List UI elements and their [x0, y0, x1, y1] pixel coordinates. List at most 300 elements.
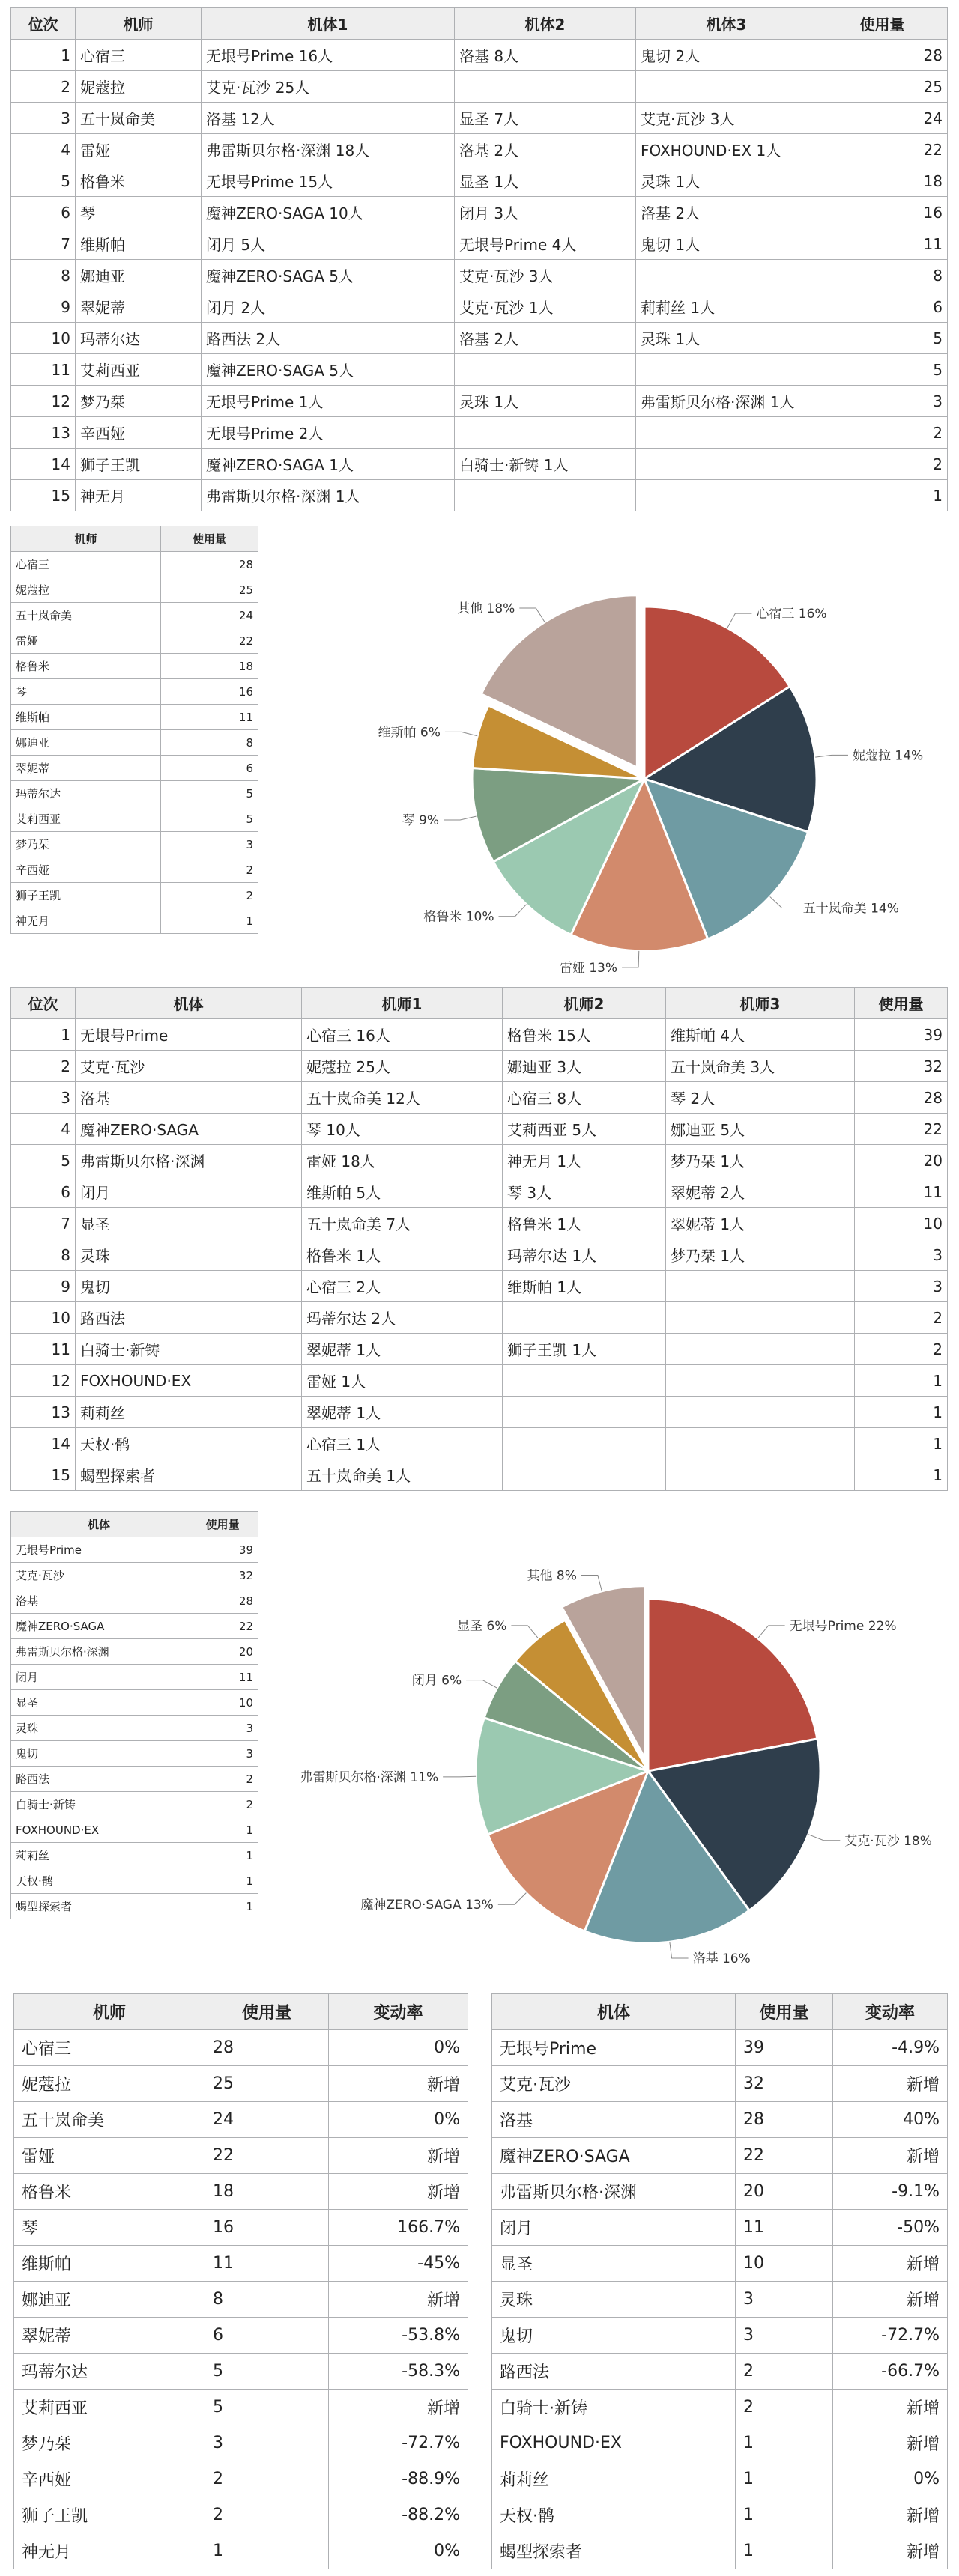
- table-cell: 琴 3人: [503, 1176, 666, 1208]
- pie-label: 其他 18%: [457, 601, 515, 617]
- table-cell: 琴: [76, 197, 202, 228]
- table-cell: 11: [11, 354, 76, 386]
- table-cell: 心宿三: [11, 552, 161, 577]
- pie-label: 显圣 6%: [456, 1618, 507, 1634]
- table-row: [492, 2138, 948, 2174]
- table-cell: 28: [187, 1588, 258, 1614]
- pie-label: 心宿三 16%: [756, 607, 827, 622]
- table-row: [11, 134, 948, 165]
- table-row: [492, 2461, 948, 2497]
- table-cell: 梦乃栞 1人: [666, 1145, 855, 1176]
- table-cell: 心宿三 2人: [302, 1271, 503, 1302]
- table-cell: 鬼切: [11, 1741, 187, 1767]
- table-cell: 22: [205, 2138, 329, 2174]
- table-cell: 艾克·瓦沙: [11, 1563, 187, 1588]
- mech-summary-table: [10, 1511, 258, 1919]
- table-cell: 洛基 2人: [455, 134, 636, 165]
- table-cell: 灵珠: [76, 1239, 302, 1271]
- table-row: [11, 103, 948, 134]
- table-cell: 艾克·瓦沙: [492, 2066, 736, 2102]
- table-cell: 24: [161, 603, 258, 628]
- table-row: [11, 1334, 948, 1365]
- table-cell: 25: [205, 2066, 329, 2102]
- table-cell: 无垠号Prime 15人: [202, 165, 455, 197]
- table-cell: -72.7%: [329, 2425, 468, 2461]
- table-cell: 1: [187, 1868, 258, 1894]
- table-cell: -58.3%: [329, 2354, 468, 2390]
- pilot-summary-table: [10, 526, 258, 934]
- table-cell: 琴 10人: [302, 1114, 503, 1145]
- table-cell: 14: [11, 1428, 76, 1459]
- table-cell: 14: [11, 449, 76, 480]
- table-cell: 1: [11, 1019, 76, 1051]
- table-cell: 娜迪亚: [76, 260, 202, 291]
- table-row: [14, 2390, 468, 2425]
- table-cell: 狮子王凯: [76, 449, 202, 480]
- table-cell: 雷娅: [76, 134, 202, 165]
- table-cell: 20: [736, 2174, 833, 2210]
- table-cell: 4: [11, 134, 76, 165]
- table-cell: 1: [736, 2533, 833, 2569]
- pie-label: 无垠号Prime 22%: [789, 1618, 897, 1634]
- table-cell: [636, 71, 817, 103]
- header-row: [11, 526, 258, 552]
- table-cell: 11: [187, 1665, 258, 1690]
- table-row: [11, 1588, 258, 1614]
- table-row: [11, 781, 258, 806]
- pie-leader-line: [466, 1680, 497, 1689]
- table-cell: 6: [161, 756, 258, 781]
- table-row: [11, 1145, 948, 1176]
- table-row: [492, 2030, 948, 2066]
- table-cell: 1: [187, 1817, 258, 1843]
- table-cell: [666, 1428, 855, 1459]
- table-row: [11, 1665, 258, 1690]
- table-cell: 0%: [329, 2102, 468, 2138]
- column-header: 位次: [11, 988, 76, 1019]
- pie-leader-line: [758, 1626, 785, 1638]
- table-cell: FOXHOUND·EX: [492, 2425, 736, 2461]
- table-row: [11, 654, 258, 679]
- table-cell: 莉莉丝: [11, 1843, 187, 1868]
- table-cell: 五十岚命美: [11, 603, 161, 628]
- pie-leader-line: [445, 732, 477, 735]
- table-row: [11, 1459, 948, 1491]
- table-cell: [636, 449, 817, 480]
- header-row: [11, 8, 948, 40]
- table-row: [11, 806, 258, 832]
- table-cell: 灵珠 1人: [636, 323, 817, 354]
- table-cell: 弗雷斯贝尔格·深渊 1人: [636, 386, 817, 417]
- table-row: [11, 628, 258, 654]
- table-cell: 1: [855, 1365, 948, 1397]
- pie-label: 魔神ZERO·SAGA 13%: [360, 1898, 494, 1913]
- table-cell: 狮子王凯: [14, 2497, 205, 2533]
- pie-label: 艾克·瓦沙 18%: [844, 1833, 932, 1849]
- column-header: 机体1: [202, 8, 455, 40]
- table-cell: 6: [205, 2318, 329, 2354]
- table-cell: 8: [11, 1239, 76, 1271]
- table-cell: 5: [205, 2354, 329, 2390]
- table-cell: 10: [855, 1208, 948, 1239]
- table-cell: 新增: [833, 2533, 948, 2569]
- table-cell: 7: [11, 228, 76, 260]
- table-row: [11, 1792, 258, 1817]
- table-cell: 莉莉丝: [492, 2461, 736, 2497]
- table-cell: 3: [11, 103, 76, 134]
- table-cell: 艾克·瓦沙: [76, 1051, 302, 1082]
- table-row: [11, 1082, 948, 1114]
- table-cell: 魔神ZERO·SAGA 5人: [202, 354, 455, 386]
- table-cell: 5: [161, 781, 258, 806]
- table-row: [14, 2461, 468, 2497]
- table-cell: 6: [11, 1176, 76, 1208]
- table-cell: 白骑士·新铸 1人: [455, 449, 636, 480]
- table-row: [11, 291, 948, 323]
- table-cell: 娜迪亚: [11, 730, 161, 756]
- table-cell: 洛基 2人: [455, 323, 636, 354]
- table-cell: 妮蔻拉: [14, 2066, 205, 2102]
- table-cell: 无垠号Prime 1人: [202, 386, 455, 417]
- table-cell: 10: [11, 323, 76, 354]
- mech-ranking-table: [10, 987, 948, 1491]
- table-cell: 无垠号Prime 16人: [202, 40, 455, 71]
- table-cell: 32: [187, 1563, 258, 1588]
- table-cell: 8: [11, 260, 76, 291]
- table-row: [11, 228, 948, 260]
- table-cell: 白骑士·新铸: [11, 1792, 187, 1817]
- table-cell: 玛蒂尔达: [11, 781, 161, 806]
- table-cell: 雷娅: [11, 628, 161, 654]
- table-cell: 洛基 8人: [455, 40, 636, 71]
- table-cell: 28: [205, 2030, 329, 2066]
- table-cell: 娜迪亚 3人: [503, 1051, 666, 1082]
- table-cell: 5: [205, 2390, 329, 2425]
- pilot-ranking-table: [10, 7, 948, 511]
- table-cell: 天权·鹘: [492, 2497, 736, 2533]
- pie-leader-line: [622, 951, 639, 967]
- table-cell: 白骑士·新铸: [492, 2390, 736, 2425]
- table-row: [11, 1239, 948, 1271]
- table-cell: 15: [11, 1459, 76, 1491]
- table-row: [492, 2425, 948, 2461]
- table-cell: 1: [855, 1459, 948, 1491]
- table-cell: 灵珠: [492, 2282, 736, 2318]
- table-cell: 琴: [11, 679, 161, 705]
- pie-label: 其他 8%: [527, 1568, 577, 1584]
- table-cell: 五十岚命美 12人: [302, 1082, 503, 1114]
- table-cell: 显圣: [11, 1690, 187, 1716]
- table-cell: 妮蔻拉: [11, 577, 161, 603]
- table-cell: 翠妮蒂 1人: [666, 1208, 855, 1239]
- table-cell: 24: [205, 2102, 329, 2138]
- mech-change-table: [491, 1993, 948, 2569]
- table-cell: 鬼切 1人: [636, 228, 817, 260]
- table-cell: 辛西娅: [11, 857, 161, 883]
- table-cell: [636, 354, 817, 386]
- table-row: [11, 386, 948, 417]
- table-cell: 2: [187, 1792, 258, 1817]
- table-row: [492, 2497, 948, 2533]
- table-cell: 10: [11, 1302, 76, 1334]
- table-cell: 维斯帕: [76, 228, 202, 260]
- table-cell: 新增: [329, 2066, 468, 2102]
- table-cell: 7: [11, 1208, 76, 1239]
- table-row: [11, 1767, 258, 1792]
- table-cell: 弗雷斯贝尔格·深渊: [11, 1639, 187, 1665]
- table-row: [14, 2354, 468, 2390]
- table-cell: 12: [11, 386, 76, 417]
- table-cell: 32: [736, 2066, 833, 2102]
- column-header: 机师: [76, 8, 202, 40]
- table-row: [11, 260, 948, 291]
- table-cell: 22: [161, 628, 258, 654]
- table-cell: [666, 1397, 855, 1428]
- table-row: [14, 2318, 468, 2354]
- table-cell: 6: [817, 291, 948, 323]
- table-row: [11, 1271, 948, 1302]
- table-cell: -45%: [329, 2246, 468, 2282]
- table-cell: 灵珠 1人: [636, 165, 817, 197]
- table-cell: -88.2%: [329, 2497, 468, 2533]
- table-cell: 翠妮蒂 1人: [302, 1397, 503, 1428]
- header-row: [11, 988, 948, 1019]
- table-cell: 天权·鹘: [76, 1428, 302, 1459]
- table-cell: FOXHOUND·EX: [11, 1817, 187, 1843]
- table-cell: 11: [161, 705, 258, 730]
- table-cell: 1: [855, 1397, 948, 1428]
- table-cell: 鬼切 2人: [636, 40, 817, 71]
- pie-leader-line: [670, 1942, 689, 1958]
- pie-label: 闭月 6%: [411, 1673, 462, 1689]
- column-header: 机体: [11, 1512, 187, 1537]
- table-cell: 2: [11, 1051, 76, 1082]
- column-header: 位次: [11, 8, 76, 40]
- pie-leader-line: [443, 1776, 476, 1777]
- table-cell: 新增: [833, 2138, 948, 2174]
- table-cell: 3: [11, 1082, 76, 1114]
- table-cell: 神无月: [76, 480, 202, 511]
- table-cell: 洛基: [11, 1588, 187, 1614]
- table-cell: 狮子王凯 1人: [503, 1334, 666, 1365]
- table-cell: 路西法: [76, 1302, 302, 1334]
- table-cell: 2: [11, 71, 76, 103]
- column-header: 机体2: [455, 8, 636, 40]
- table-cell: 3: [205, 2425, 329, 2461]
- table-row: [11, 1051, 948, 1082]
- table-cell: [455, 480, 636, 511]
- table-cell: 12: [11, 1365, 76, 1397]
- table-cell: 28: [736, 2102, 833, 2138]
- table-cell: -72.7%: [833, 2318, 948, 2354]
- table-row: [11, 480, 948, 511]
- table-row: [492, 2066, 948, 2102]
- table-cell: 翠妮蒂 2人: [666, 1176, 855, 1208]
- table-cell: 维斯帕: [11, 705, 161, 730]
- table-row: [11, 756, 258, 781]
- column-header: 使用量: [205, 1994, 329, 2030]
- table-cell: 显圣: [76, 1208, 302, 1239]
- table-cell: 40%: [833, 2102, 948, 2138]
- table-row: [492, 2390, 948, 2425]
- table-row: [11, 1302, 948, 1334]
- table-cell: FOXHOUND·EX: [76, 1365, 302, 1397]
- table-row: [14, 2497, 468, 2533]
- table-cell: [666, 1459, 855, 1491]
- table-row: [11, 1208, 948, 1239]
- table-cell: 2: [187, 1767, 258, 1792]
- header-row: [11, 1512, 258, 1537]
- table-cell: 鬼切: [492, 2318, 736, 2354]
- table-cell: 洛基 12人: [202, 103, 455, 134]
- table-row: [11, 577, 258, 603]
- table-cell: 维斯帕 5人: [302, 1176, 503, 1208]
- table-cell: 梦乃栞 1人: [666, 1239, 855, 1271]
- table-cell: 39: [187, 1537, 258, 1563]
- table-row: [14, 2246, 468, 2282]
- table-row: [11, 197, 948, 228]
- table-row: [11, 1614, 258, 1639]
- table-cell: 妮蔻拉: [76, 71, 202, 103]
- pie-leader-line: [770, 896, 799, 908]
- table-row: [11, 1019, 948, 1051]
- table-row: [11, 40, 948, 71]
- column-header: 使用量: [736, 1994, 833, 2030]
- table-row: [14, 2174, 468, 2210]
- table-cell: 1: [161, 908, 258, 934]
- table-row: [11, 552, 258, 577]
- table-cell: 24: [817, 103, 948, 134]
- table-cell: 11: [11, 1334, 76, 1365]
- table-cell: 弗雷斯贝尔格·深渊 1人: [202, 480, 455, 511]
- table-cell: 蝎型探索者: [76, 1459, 302, 1491]
- table-cell: 22: [187, 1614, 258, 1639]
- table-cell: 18: [817, 165, 948, 197]
- table-cell: 梦乃栞: [11, 832, 161, 857]
- table-cell: [503, 1365, 666, 1397]
- table-cell: 25: [817, 71, 948, 103]
- table-cell: [455, 354, 636, 386]
- table-cell: 2: [855, 1334, 948, 1365]
- table-cell: 翠妮蒂 1人: [302, 1334, 503, 1365]
- table-row: [14, 2425, 468, 2461]
- table-cell: 1: [736, 2461, 833, 2497]
- table-cell: 神无月: [14, 2533, 205, 2569]
- table-cell: 22: [855, 1114, 948, 1145]
- table-cell: 2: [736, 2354, 833, 2390]
- table-cell: 9: [11, 291, 76, 323]
- table-cell: 11: [817, 228, 948, 260]
- table-cell: 闭月 3人: [455, 197, 636, 228]
- table-row: [11, 1868, 258, 1894]
- table-cell: 3: [161, 832, 258, 857]
- column-header: 变动率: [833, 1994, 948, 2030]
- table-cell: 16: [817, 197, 948, 228]
- table-row: [14, 2210, 468, 2246]
- column-header: 使用量: [817, 8, 948, 40]
- table-cell: 心宿三 8人: [503, 1082, 666, 1114]
- table-cell: 2: [161, 857, 258, 883]
- table-cell: 维斯帕 1人: [503, 1271, 666, 1302]
- table-cell: -88.9%: [329, 2461, 468, 2497]
- table-cell: [636, 260, 817, 291]
- table-row: [14, 2138, 468, 2174]
- table-cell: 魔神ZERO·SAGA: [492, 2138, 736, 2174]
- table-cell: -50%: [833, 2210, 948, 2246]
- table-cell: 2: [205, 2497, 329, 2533]
- table-cell: 魔神ZERO·SAGA 10人: [202, 197, 455, 228]
- table-cell: 39: [855, 1019, 948, 1051]
- pie-leader-line: [444, 816, 476, 820]
- pie-leader-line: [498, 1893, 527, 1905]
- table-cell: 8: [161, 730, 258, 756]
- table-cell: -4.9%: [833, 2030, 948, 2066]
- table-cell: 格鲁米: [14, 2174, 205, 2210]
- mech-usage-pie-chart: [285, 1528, 959, 1977]
- pilot-usage-pie-chart: [315, 509, 959, 996]
- table-cell: 玛蒂尔达 1人: [503, 1239, 666, 1271]
- table-row: [11, 1114, 948, 1145]
- table-cell: 显圣 7人: [455, 103, 636, 134]
- table-cell: 玛蒂尔达 2人: [302, 1302, 503, 1334]
- table-cell: 艾克·瓦沙 3人: [636, 103, 817, 134]
- table-cell: 心宿三 16人: [302, 1019, 503, 1051]
- table-row: [11, 1176, 948, 1208]
- table-cell: 1: [187, 1894, 258, 1919]
- table-cell: 2: [161, 883, 258, 908]
- table-cell: 1: [817, 480, 948, 511]
- table-cell: 10: [187, 1690, 258, 1716]
- table-cell: 新增: [329, 2282, 468, 2318]
- table-row: [11, 1843, 258, 1868]
- table-cell: 鬼切: [76, 1271, 302, 1302]
- pie-label: 琴 9%: [402, 812, 440, 828]
- table-cell: 五十岚命美 3人: [666, 1051, 855, 1082]
- table-cell: 洛基 2人: [636, 197, 817, 228]
- table-cell: 灵珠: [11, 1716, 187, 1741]
- table-cell: 6: [11, 197, 76, 228]
- table-cell: [503, 1397, 666, 1428]
- table-cell: 新增: [329, 2174, 468, 2210]
- table-cell: 路西法: [492, 2354, 736, 2390]
- table-cell: 5: [817, 323, 948, 354]
- table-row: [11, 1716, 258, 1741]
- table-cell: 2: [817, 449, 948, 480]
- table-cell: 新增: [833, 2066, 948, 2102]
- table-cell: 无垠号Prime: [11, 1537, 187, 1563]
- table-cell: 心宿三: [14, 2030, 205, 2066]
- table-cell: [666, 1365, 855, 1397]
- table-cell: 五十岚命美: [14, 2102, 205, 2138]
- table-cell: 灵珠 1人: [455, 386, 636, 417]
- table-cell: 闭月: [76, 1176, 302, 1208]
- table-cell: 辛西娅: [14, 2461, 205, 2497]
- table-cell: 11: [736, 2210, 833, 2246]
- table-row: [11, 449, 948, 480]
- table-cell: 22: [736, 2138, 833, 2174]
- table-cell: 艾莉西亚 5人: [503, 1114, 666, 1145]
- table-cell: 20: [187, 1639, 258, 1665]
- table-cell: -9.1%: [833, 2174, 948, 2210]
- table-cell: 3: [736, 2282, 833, 2318]
- table-cell: 妮蔻拉 25人: [302, 1051, 503, 1082]
- column-header: 机师3: [666, 988, 855, 1019]
- table-cell: 翠妮蒂: [76, 291, 202, 323]
- table-cell: 28: [817, 40, 948, 71]
- table-row: [11, 1428, 948, 1459]
- table-cell: 玛蒂尔达: [76, 323, 202, 354]
- table-cell: 2: [817, 417, 948, 449]
